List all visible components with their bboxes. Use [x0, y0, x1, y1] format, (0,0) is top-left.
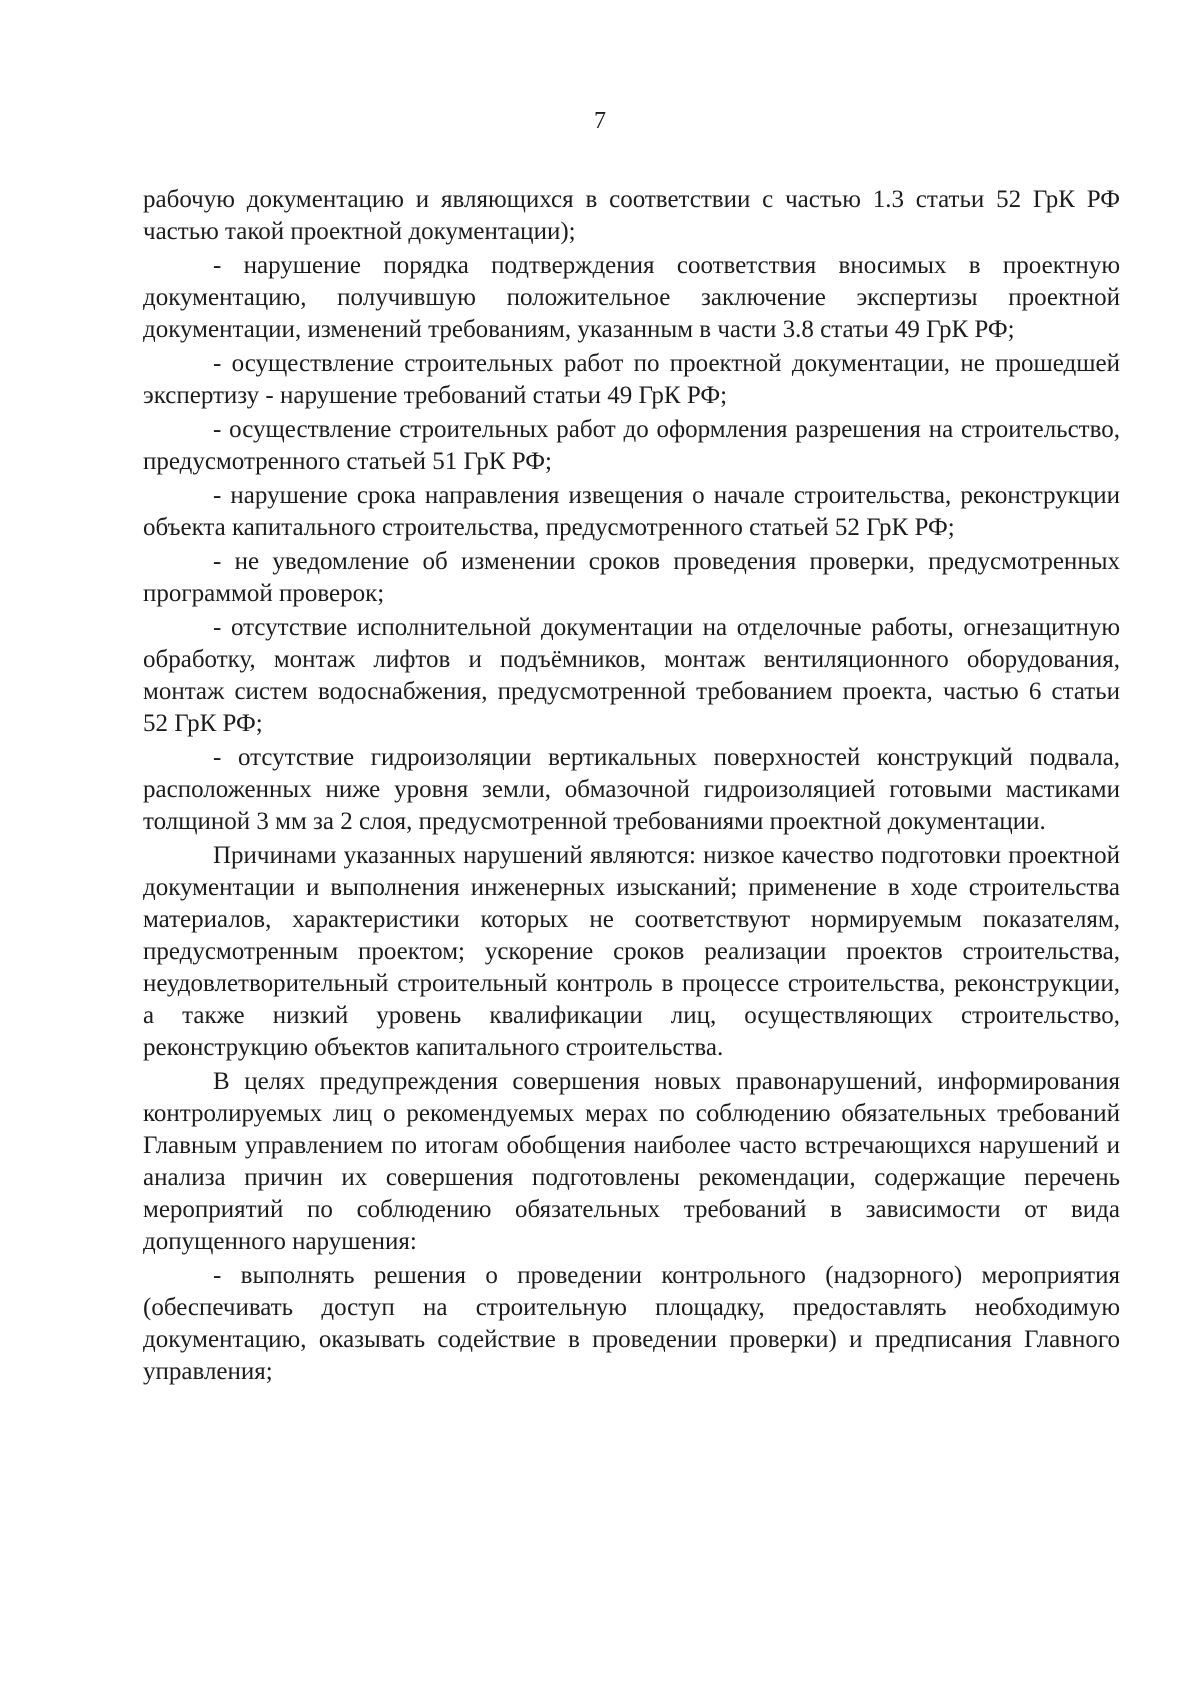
list-item-violation: - отсутствие гидроизоляции вертикальных поверхностей конструкций подвала, расположенных ниже уровня земли, обмазочной гидроизоляцией готовыми мастиками толщиной 3 мм за 2 слоя, предусмотренной требованиями проектной документации.: [143, 744, 1120, 835]
document-body: [143, 184, 1120, 1388]
paragraph-recommendations: В целях предупреждения совершения новых правонарушений, информирования контролируемых лиц о рекомендуемых мерах по соблюдению обязательных требований Главным управлением по итогам обобщения наиболее часто встречающихся нарушений и анализа причин их совершения подготовлены рекомендации, содержащие перечень мероприятий по соблюдению обязательных требований в зависимости от вида допущенного нарушения:: [143, 1068, 1120, 1255]
list-item-violation: - не уведомление об изменении сроков проведения проверки, предусмотренных программой проверок;: [143, 548, 1120, 607]
paragraph-causes: Причинами указанных нарушений являются: низкое качество подготовки проектной документации и выполнения инженерных изысканий; применение в ходе строительства материалов, характеристики которых не соответствуют нормируемым показателям, предусмотренным проектом; ускорение сроков реализации проектов строительства, неудовлетворительный строительный контроль в процессе строительства, реконструкции, а также низкий уровень квалификации лиц, осуществляющих строительство, реконструкцию объектов капитального строительства.: [143, 842, 1120, 1061]
paragraph-continuation: рабочую документацию и являющихся в соответствии с частью 1.3 статьи 52 ГрК РФ частью такой проектной документации);: [143, 186, 1120, 245]
list-item-violation: - нарушение срока направления извещения о начале строительства, реконструкции объекта капитального строительства, предусмотренного статьей 52 ГрК РФ;: [143, 482, 1120, 541]
list-item-violation: - осуществление строительных работ до оформления разрешения на строительство, предусмотренного статьей 51 ГрК РФ;: [143, 416, 1120, 475]
page-number: 7: [594, 108, 606, 134]
list-item-violation: - отсутствие исполнительной документации на отделочные работы, огнезащитную обработку, монтаж лифтов и подъёмников, монтаж вентиляционного оборудования, монтаж систем водоснабжения, предусмотренной требованием проекта, частью 6 статьи 52 ГрК РФ;: [143, 614, 1120, 737]
list-item-violation: - нарушение порядка подтверждения соответствия вносимых в проектную документацию, получившую положительное заключение экспертизы проектной документации, изменений требованиям, указанным в части 3.8 статьи 49 ГрК РФ;: [143, 252, 1120, 343]
list-item-violation: - осуществление строительных работ по проектной документации, не прошедшей экспертизу - нарушение требований статьи 49 ГрК РФ;: [143, 350, 1120, 409]
list-item-recommendation: - выполнять решения о проведении контрольного (надзорного) мероприятия (обеспечивать доступ на строительную площадку, предоставлять необходимую документацию, оказывать содействие в проведении проверки) и предписания Главного управления;: [143, 1262, 1120, 1385]
